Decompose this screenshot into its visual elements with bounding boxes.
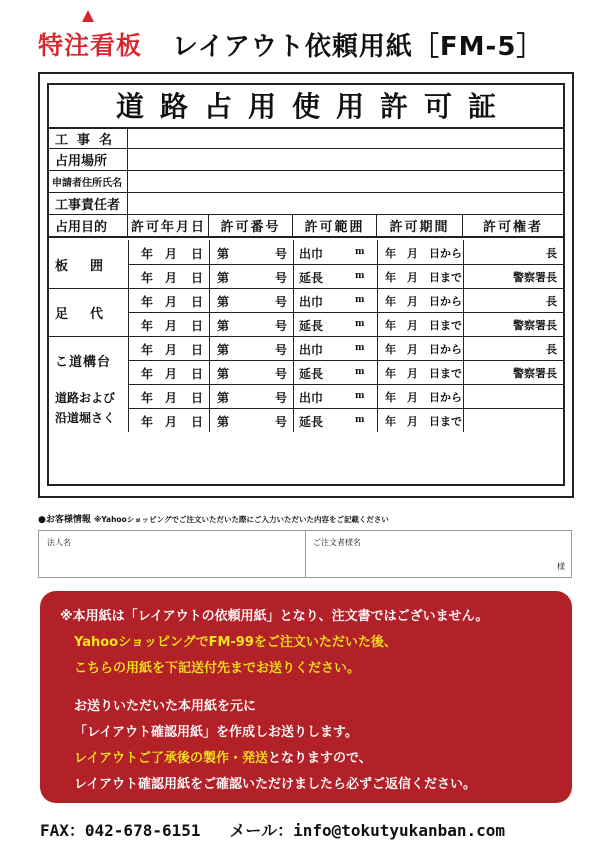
customer-info-heading — [38, 512, 389, 525]
date-day: 日 — [191, 271, 204, 285]
date-month: 月 — [165, 295, 178, 309]
label-purpose: 占用目的 — [49, 215, 128, 236]
date-year: 年 — [141, 415, 154, 429]
info-divider — [305, 531, 306, 577]
sama-label: 様 — [557, 562, 565, 571]
date-month: 月 — [165, 391, 178, 405]
period-text: 年 月 日から — [385, 295, 462, 308]
customer-info-title: ●お客様情報 — [38, 515, 91, 525]
date-day: 日 — [191, 367, 204, 381]
authority-text: 警察署長 — [513, 319, 557, 332]
category-label: 足代 — [55, 306, 126, 322]
customer-info-note: ※Yahooショッピングでご注文いただいた際にご入力いただいた内容をご記載ください — [94, 515, 389, 524]
traffic-cone-icon — [82, 10, 94, 22]
row-work-name — [49, 129, 563, 149]
number-prefix: 第 — [217, 415, 230, 429]
number-prefix: 第 — [217, 247, 230, 261]
range-unit: m — [355, 415, 365, 425]
notice-line-6 — [74, 747, 606, 766]
brand-logo: 特注看板 — [38, 31, 143, 60]
range-label: 延長 — [299, 271, 324, 285]
email-address: メール：info@tokutyukanban.com — [229, 821, 506, 840]
number-prefix: 第 — [217, 367, 230, 381]
grid-hline — [129, 408, 563, 409]
date-day: 日 — [191, 415, 204, 429]
authority-text: 長 — [546, 295, 557, 308]
contact-footer — [40, 818, 505, 841]
category-road-line2: 沿道堀さく — [55, 411, 116, 425]
row-purpose-header — [49, 215, 563, 238]
range-label: 延長 — [299, 319, 324, 333]
range-unit: m — [355, 271, 365, 281]
range-label: 出巾 — [299, 295, 324, 309]
label-work-name: 工事名 — [49, 129, 128, 148]
notice-line-3: こちらの用紙を下記送付先までお送りください。 — [74, 661, 361, 676]
date-year: 年 — [141, 247, 154, 261]
date-month: 月 — [165, 367, 178, 381]
date-month: 月 — [165, 271, 178, 285]
notice-line-6-highlight: レイアウトご了承後の製作・発送 — [74, 751, 268, 766]
range-unit: m — [355, 343, 365, 353]
label-location: 占用場所 — [49, 149, 128, 170]
fax-number: FAX：042-678-6151 — [40, 821, 201, 840]
date-month: 月 — [165, 319, 178, 333]
period-text: 年 月 日から — [385, 391, 462, 404]
period-text: 年 月 日まで — [385, 271, 462, 284]
notice-line-4: お送りいただいた本用紙を元に — [74, 699, 257, 714]
permit-board — [38, 72, 574, 498]
row-manager — [49, 193, 563, 215]
range-label: 出巾 — [299, 247, 324, 261]
number-suffix: 号 — [275, 415, 288, 429]
date-year: 年 — [141, 271, 154, 285]
grid-hline — [129, 312, 563, 313]
date-day: 日 — [191, 247, 204, 261]
notice-line-7: レイアウト確認用紙をご確認いただけましたら必ずご返信ください。 — [74, 777, 476, 792]
range-label: 出巾 — [299, 343, 324, 357]
col-permit-number: 許可番号 — [209, 215, 293, 236]
col-permit-range: 許可範囲 — [293, 215, 377, 236]
date-year: 年 — [141, 343, 154, 357]
range-label: 延長 — [299, 415, 324, 429]
range-unit: m — [355, 319, 365, 329]
header — [38, 20, 578, 64]
range-unit: m — [355, 295, 365, 305]
col-permit-period: 許可期間 — [377, 215, 463, 236]
date-year: 年 — [141, 295, 154, 309]
number-prefix: 第 — [217, 391, 230, 405]
permit-title: 道路占用使用許可証 — [49, 85, 563, 129]
number-suffix: 号 — [275, 271, 288, 285]
grid-hline — [129, 264, 563, 265]
label-applicant: 申請者住所氏名 — [49, 171, 128, 192]
period-text: 年 月 日まで — [385, 415, 462, 428]
corp-name-label: 法人名 — [47, 538, 71, 547]
date-year: 年 — [141, 319, 154, 333]
notice-line-6-rest: となりますので、 — [267, 751, 372, 766]
date-year: 年 — [141, 391, 154, 405]
authority-text: 長 — [546, 343, 557, 356]
notice-line-2: YahooショッピングでFM-99をご注文いただいた後、 — [74, 635, 397, 650]
number-suffix: 号 — [275, 295, 288, 309]
number-prefix: 第 — [217, 343, 230, 357]
range-label: 出巾 — [299, 391, 324, 405]
category-label: 板囲 — [55, 258, 126, 274]
authority-text: 警察署長 — [513, 367, 557, 380]
row-location — [49, 149, 563, 171]
date-day: 日 — [191, 295, 204, 309]
grid-hline — [129, 360, 563, 361]
number-suffix: 号 — [275, 319, 288, 333]
date-day: 日 — [191, 391, 204, 405]
category-label: こ道構台 — [55, 354, 112, 370]
authority-text: 警察署長 — [513, 271, 557, 284]
number-prefix: 第 — [217, 271, 230, 285]
grid-hline — [129, 384, 563, 385]
authority-text: 長 — [546, 247, 557, 260]
range-label: 延長 — [299, 367, 324, 381]
category-road-line1: 道路および — [55, 391, 116, 405]
number-prefix: 第 — [217, 319, 230, 333]
number-suffix: 号 — [275, 391, 288, 405]
row-applicant — [49, 171, 563, 193]
period-text: 年 月 日から — [385, 247, 462, 260]
date-month: 月 — [165, 415, 178, 429]
customer-info-box — [38, 530, 572, 578]
period-text: 年 月 日まで — [385, 367, 462, 380]
date-month: 月 — [165, 247, 178, 261]
range-unit: m — [355, 247, 365, 257]
document-title: レイアウト依頼用紙［FM-5］ — [172, 32, 544, 62]
number-suffix: 号 — [275, 367, 288, 381]
date-day: 日 — [191, 319, 204, 333]
category-label-road — [49, 384, 128, 432]
number-prefix: 第 — [217, 295, 230, 309]
col-permit-date: 許可年月日 — [129, 215, 209, 236]
period-text: 年 月 日まで — [385, 319, 462, 332]
notice-line-1: ※本用紙は「レイアウトの依頼用紙」となり、注文書ではございません。 — [60, 609, 489, 624]
number-suffix: 号 — [275, 343, 288, 357]
orderer-name-label: ご注文者様名 — [313, 538, 361, 547]
period-text: 年 月 日から — [385, 343, 462, 356]
range-unit: m — [355, 391, 365, 401]
date-month: 月 — [165, 343, 178, 357]
date-year: 年 — [141, 367, 154, 381]
date-day: 日 — [191, 343, 204, 357]
number-suffix: 号 — [275, 247, 288, 261]
label-manager: 工事責任者 — [49, 193, 128, 214]
permit-board-inner — [47, 83, 565, 486]
range-unit: m — [355, 367, 365, 377]
notice-line-5: 「レイアウト確認用紙」を作成しお送りします。 — [74, 725, 358, 740]
notice-box — [40, 591, 572, 803]
col-permit-authority: 許可権者 — [482, 220, 543, 235]
